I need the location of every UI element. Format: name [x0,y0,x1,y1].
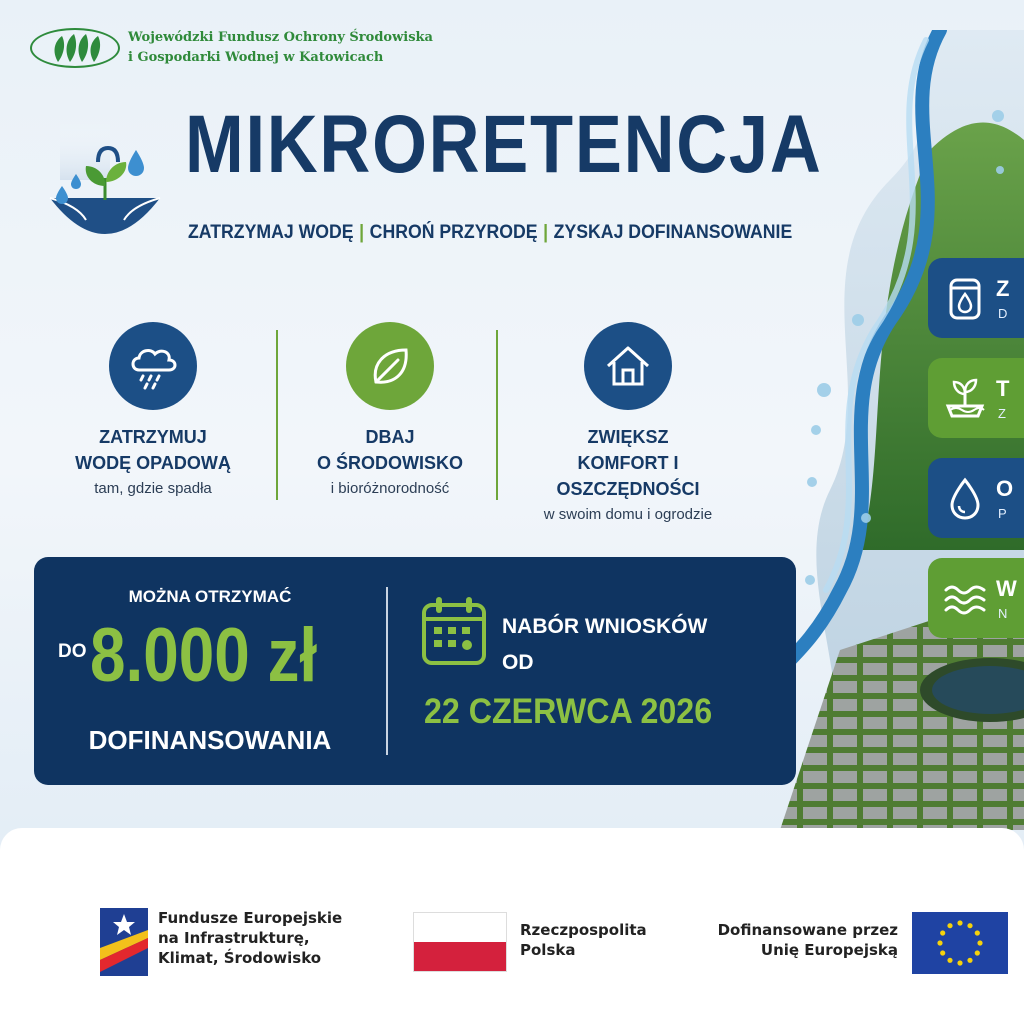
feature-subtext: i bioróżnorodność [330,480,450,497]
eu-star [975,930,980,935]
funding-amount: 8.000 zł [90,613,318,698]
side-tab-heading: O [996,476,1014,501]
side-tab-subtext: N [998,606,1008,621]
pl-line: Rzeczpospolita [520,921,647,939]
footer-logos [0,828,1024,1024]
side-tab-2 [928,358,1024,438]
rain-cloud-icon [125,338,181,394]
eu-star [947,958,952,963]
plant-icon [942,376,988,422]
fe-line: Fundusze Europejskie [158,909,343,927]
barrel-icon [942,276,988,322]
feature-heading-line: ZATRZYMUJ [99,427,207,447]
eu-star [975,950,980,955]
eu-star [937,940,942,945]
feature-heading-line: KOMFORT I OSZCZĘDNOŚCI [556,453,700,499]
fe-line: na Infrastrukturę, [158,929,310,947]
tagline-item: ZYSKAJ DOFINANSOWANIE [553,222,793,243]
side-tab-4 [928,558,1024,638]
eu-star [977,940,982,945]
org-name-line1: Wojewódzki Fundusz Ochrony Środowiska [128,30,433,45]
side-tab-heading: W [996,576,1017,601]
eu-star [957,920,962,925]
eu-line: Dofinansowane przez [717,921,898,939]
feature-heading-line: WODĘ OPADOWĄ [75,453,231,473]
call-label-line: NABÓR WNIOSKÓW [502,615,708,638]
waves-icon [942,576,988,622]
funding-panel [34,557,796,785]
side-tab-heading: Z [996,276,1010,301]
eu-star [940,930,945,935]
funding-lead: MOŻNA OTRZYMAĆ [128,587,292,606]
feature-heading [290,424,490,476]
eu-star [967,923,972,928]
feature-icon-circle [109,322,197,410]
feature-heading [48,424,258,476]
feature-subtext: tam, gdzie spadła [94,480,212,497]
org-name-line2: i Gospodarki Wodnej w Katowicach [128,50,384,65]
side-tab-heading: T [996,376,1010,401]
funding-prefix: DO [58,641,87,662]
eu-flag-icon [912,912,1008,974]
leaves-icon [50,34,102,64]
eu-cofunded-label [690,920,898,960]
feature-comfort [508,322,748,528]
eu-star [947,923,952,928]
eu-star [967,958,972,963]
feature-icon-circle [346,322,434,410]
feature-heading [508,424,748,502]
eu-star [957,960,962,965]
side-tab-3 [928,458,1024,538]
fe-program-name [158,908,342,968]
polska-label [520,920,647,960]
pl-line: Polska [520,941,576,959]
feature-divider [496,330,498,500]
call-date: 22 CZERWCA 2026 [424,692,713,731]
feature-icon-circle [584,322,672,410]
eu-star [940,950,945,955]
tagline-item: ZATRZYMAJ WODĘ [188,222,354,243]
house-icon [600,338,656,394]
feature-retain-water [48,322,258,502]
feature-heading-line: O ŚRODOWISKO [316,453,463,473]
leaf-icon [362,338,418,394]
water-drop-icon [942,476,988,522]
call-label [502,609,707,681]
feature-heading-line: DBAJ [365,427,415,447]
tagline: ZATRZYMAJ WODĘ | CHROŃ PRZYRODĘ | ZYSKAJ DOFINANSOWANIE [188,222,793,243]
side-tab-subtext: D [998,306,1008,321]
call-label-line: OD [502,651,534,674]
funding-tail: DOFINANSOWANIA [88,725,332,755]
side-tab-subtext: P [998,506,1007,521]
eu-line: Unię Europejską [760,941,898,959]
umbrella-plant-icon [40,120,170,260]
side-tab-subtext: Z [998,406,1006,421]
feature-heading-line: ZWIĘKSZ [587,427,669,447]
side-tab-1 [928,258,1024,338]
page-title: MIKRORETENCJA [185,99,823,190]
panel-divider [386,587,388,755]
calendar-icon [420,595,488,667]
fundusze-europejskie-logo-icon [100,908,148,976]
polish-flag-icon [413,912,507,972]
feature-divider [276,330,278,500]
wfosigw-logo [30,26,450,74]
tagline-item: CHROŃ PRZYRODĘ [369,222,538,243]
feature-environment [290,322,490,502]
feature-subtext: w swoim domu i ogrodzie [543,506,713,523]
fe-line: Klimat, Środowisko [158,949,322,967]
